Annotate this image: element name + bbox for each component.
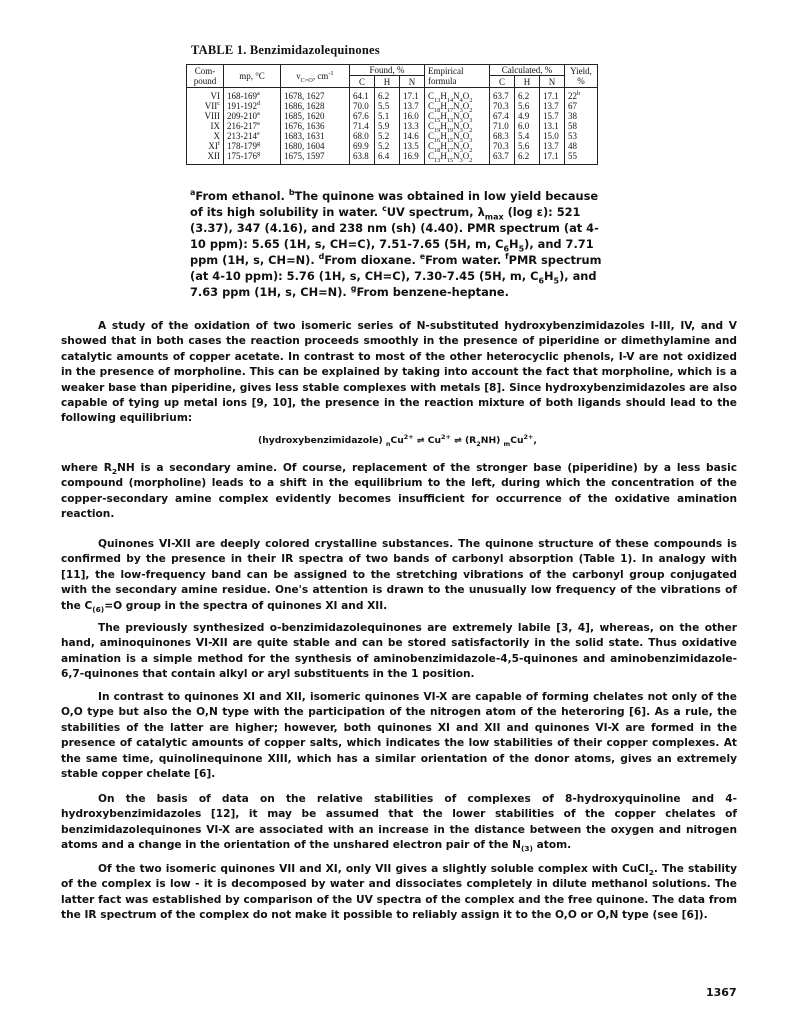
formula-n-h: 13 (446, 116, 454, 124)
paragraph-1: A study of the oxidation of two isomeric series of N-substituted hydroxybenzimidazoles I-III, IV, and V showed that in both cases the reaction proceeds smoothly in the presence of piperidine or dimethylamine and catalytic amounts of copper acetate. In contrast to most of the other heterocyclic phenols, I-V are not oxidized in the presence of morpholine. This can be explained by taking into account the fact that morpholine, which is a weaker base than piperidine, gives less stable complexes with metals [8]. Since hydroxybenzimidazoles are also capable of tying up metal ions [9, 10], the presence in the reaction mixture of both ligands should lead to the following equilibrium: (61, 320, 737, 425)
mp-footnote-mark: g (257, 140, 261, 147)
cell-calc-c (490, 88, 515, 102)
calc-c-value: 68.3 (493, 131, 509, 141)
cell-calc-c (490, 121, 515, 131)
p2-part-a: where R (61, 462, 112, 474)
footnote-f-2: H (544, 269, 554, 283)
cell-mp (224, 88, 281, 102)
formula-n-n: 3 (459, 146, 463, 154)
mp-footnote-mark: g (257, 150, 261, 157)
footnote-c-1: UV spectrum, λ (386, 205, 485, 219)
p7-part-a: Of the two isomeric quinones VII and XI, only VII gives a slightly soluble complex with CuCl (98, 863, 649, 875)
formula-n-n: 3 (459, 106, 463, 114)
yield-footnote-mark: b (577, 90, 581, 97)
header-calc-h: H (515, 76, 540, 88)
compound-label: X (213, 131, 220, 141)
paragraph-7 (61, 862, 737, 924)
cell-nu (281, 141, 350, 151)
formula-el-h: H (440, 101, 447, 111)
footnote-mark-d: d (318, 252, 325, 262)
calc-n-value: 17.1 (543, 91, 559, 101)
formula-el-h: H (440, 141, 447, 151)
cell-nu (281, 101, 350, 111)
yield-value: 48 (568, 141, 577, 151)
p7-part-b: . The stability of the complex is low - it is decomposed by water and dissociates completely in dilute methanol solutions. The latter fact was established by comparison of the UV spectra of the complex and the free quinone. The data from the IR spectrum of the complex do not make it possible to reliably assign it to the O,O or O,N type (see [6]). (61, 863, 737, 922)
footnote-f-sub1: 6 (538, 276, 544, 286)
found-h-value: 6.2 (378, 91, 390, 101)
cell-mp (224, 101, 281, 111)
found-c-value: 63.8 (353, 151, 369, 161)
eq-part-5: NH) (480, 435, 504, 446)
p7-sub: 2 (648, 868, 654, 878)
formula-el-c: C (428, 131, 435, 141)
formula-n-o: 2 (469, 96, 473, 104)
cell-compound (187, 121, 224, 131)
calc-c-value: 71.0 (493, 121, 509, 131)
cell-found-n (400, 121, 425, 131)
p3-part-a: Quinones VI-XII are deeply colored crystalline substances. The quinone structure of these compounds is confirmed by the presence in their IR spectra of two bands of carbonyl absorption (Table 1). In analogy with [11], the low-frequency band can be assigned to the stretching vibrations of the carbonyl group conjugated with the secondary amine residue. One's attention is drawn to the unusually low frequency of the vibrations of the C (61, 538, 737, 612)
formula-el-o: O (462, 111, 470, 121)
footnote-c-3: H (509, 237, 519, 251)
footnote-a: From ethanol. (195, 189, 289, 203)
cell-found-c (350, 141, 375, 151)
header-compound: Com- pound (187, 65, 224, 88)
footnote-mark-b: b (288, 188, 295, 198)
header-found-h: H (375, 76, 400, 88)
formula-el-h: H (440, 91, 447, 101)
formula-n-n: 3 (459, 126, 463, 134)
cell-found-h (375, 121, 400, 131)
cell-calc-h (515, 121, 540, 131)
cell-calc-c (490, 151, 515, 165)
footnote-c-2: (log ε): 521 (3.37), 347 (4.16), and 238 nm (sh) (4.40). PMR spectrum (at 4-10 ppm): 5.65 (1H, s, CH=C), 7.51-7.65 (5H, m, C (190, 205, 599, 251)
cell-yield (565, 88, 598, 102)
eq-part-2: Cu (390, 435, 404, 446)
cell-mp (224, 151, 281, 165)
header-nu-symbol: ν (296, 71, 301, 81)
found-h-value: 5.2 (378, 131, 390, 141)
cell-compound (187, 151, 224, 165)
compound-footnote-mark: f (217, 140, 220, 147)
cell-formula (425, 141, 490, 154)
table-row (187, 131, 598, 141)
eq-2: 2 (476, 439, 481, 448)
footnote-b: The quinone was obtained in low yield because of its high solubility in water. (190, 189, 599, 219)
cell-found-n (400, 151, 425, 165)
cell-calc-n (540, 101, 565, 111)
mp-footnote-mark: a (257, 90, 260, 97)
yield-value: 38 (568, 111, 577, 121)
formula-n-h: 14 (446, 96, 454, 104)
cell-compound (187, 111, 224, 121)
compound-label: XI (208, 141, 218, 151)
footnote-c-sub1: 6 (503, 244, 510, 254)
header-nu-exp: -1 (328, 70, 334, 77)
found-n-value: 14.6 (403, 131, 419, 141)
formula-el-o: O (462, 141, 470, 151)
formula-el-h: H (440, 131, 447, 141)
calc-h-value: 6.2 (518, 91, 530, 101)
calc-c-value: 63.7 (493, 151, 509, 161)
table-row (187, 88, 598, 102)
table-row (187, 141, 598, 151)
mp-value: 168-169 (227, 91, 257, 101)
calc-h-value: 6.0 (518, 121, 530, 131)
table-row (187, 151, 598, 165)
formula-el-o: O (462, 121, 470, 131)
formula-el-n: N (453, 151, 460, 161)
footnote-mark-c: c (382, 204, 387, 214)
formula-el-n: N (453, 101, 460, 111)
mp-footnote-mark: d (257, 100, 261, 107)
page-number: 1367 (706, 986, 737, 999)
calc-c-value: 63.7 (493, 91, 509, 101)
formula-n-o: 2 (469, 156, 473, 164)
formula-el-n: N (453, 121, 460, 131)
formula-n-c: 19 (434, 126, 441, 134)
calc-n-value: 17.1 (543, 151, 559, 161)
calc-n-value: 15.0 (543, 131, 559, 141)
calc-n-value: 13.1 (543, 121, 559, 131)
found-c-value: 64.1 (353, 91, 369, 101)
formula-n-n: 3 (459, 136, 463, 144)
header-nu-sub: C=O (300, 76, 313, 84)
table-row (187, 111, 598, 121)
eq-part-4: ⇌ (R (450, 435, 477, 446)
formula-n-n: 3 (459, 156, 463, 164)
found-h-value: 5.9 (378, 121, 390, 131)
footnote-f-sub2: 5 (553, 276, 560, 286)
formula-el-n: N (453, 91, 460, 101)
footnote-c-4: ), and 7.71 ppm (1H, s, CH=N). (190, 237, 594, 267)
cell-found-c (350, 131, 375, 141)
formula-el-n: N (453, 111, 460, 121)
paragraph-3 (61, 537, 737, 614)
mp-footnote-mark: e (257, 130, 260, 137)
cell-calc-h (515, 131, 540, 141)
formula-el-o: O (462, 101, 470, 111)
cell-nu (281, 121, 350, 131)
found-h-value: 5.5 (378, 101, 390, 111)
eq-part-6: Cu (510, 435, 524, 446)
calc-c-value: 70.3 (493, 141, 509, 151)
cell-calc-h (515, 111, 540, 121)
table-row (187, 101, 598, 111)
p6-part-a: On the basis of data on the relative stabilities of complexes of 8-hydroxyquinoline and 4-hydroxybenzimidazoles [12], it may be assumed that the lower stabilities of the copper chelates of benzimidazolequinones VI-X are associated with an increase in the distance between the oxygen and nitrogen atoms and a change in the orientation of the unshared electron pair of the N (61, 793, 737, 852)
cell-found-h (375, 151, 400, 165)
cell-found-h (375, 131, 400, 141)
cell-found-n (400, 88, 425, 102)
cell-mp (224, 121, 281, 131)
cell-calc-n (540, 141, 565, 151)
eq-charge-2: 2+ (441, 432, 451, 441)
eq-part-1: (hydroxybenzimidazole) (258, 435, 386, 446)
compound-label: XII (207, 151, 220, 161)
cell-found-n (400, 131, 425, 141)
header-nu (281, 65, 350, 88)
cell-calc-n (540, 121, 565, 131)
cell-compound (187, 141, 224, 151)
formula-el-c: C (428, 91, 435, 101)
cell-calc-n (540, 88, 565, 102)
cell-calc-h (515, 141, 540, 151)
eq-n: n (385, 439, 391, 448)
cell-yield (565, 121, 598, 131)
paragraph-2 (61, 461, 737, 523)
calc-h-value: 5.6 (518, 101, 530, 111)
found-h-value: 5.1 (378, 111, 390, 121)
header-found-c: C (350, 76, 375, 88)
cell-calc-n (540, 131, 565, 141)
footnote-mark-f: f (505, 252, 509, 262)
formula-el-o: O (462, 131, 470, 141)
formula-el-c: C (428, 111, 435, 121)
cell-yield (565, 131, 598, 141)
yield-value: 55 (568, 151, 577, 161)
eq-part-3: ⇌ Cu (413, 435, 442, 446)
p6-sub: (3) (521, 844, 533, 854)
equilibrium-equation (258, 432, 537, 448)
cell-found-h (375, 111, 400, 121)
cell-formula (425, 111, 490, 124)
footnote-d: From dioxane. (324, 253, 420, 267)
formula-n-c: 13 (434, 156, 441, 164)
yield-value: 22 (568, 91, 577, 101)
found-c-value: 71.4 (353, 121, 369, 131)
cell-found-h (375, 88, 400, 102)
footnote-e: From water. (425, 253, 506, 267)
cell-calc-c (490, 141, 515, 151)
calc-h-value: 5.6 (518, 141, 530, 151)
formula-n-h: 15 (446, 136, 454, 144)
cell-calc-c (490, 101, 515, 111)
p3-part-b: =O group in the spectra of quinones XI and XII. (104, 599, 388, 612)
paragraph-4: The previously synthesized o-benzimidazolequinones are extremely labile [3, 4], whereas, on the other hand, aminoquinones VI-XII are quite stable and can be stored satisfactorily in the solid state. Thus oxidative amination is a simple method for the synthesis of aminobenzimidazole-4,5-quinones and aminobenzimidazole-6,7-quinones that contain alkyl or aryl substituents in the 1 position. (61, 622, 737, 681)
found-n-value: 13.5 (403, 141, 419, 151)
cell-compound (187, 101, 224, 111)
mp-value: 178-179 (227, 141, 257, 151)
cell-calc-n (540, 111, 565, 121)
header-found: Found, % (350, 65, 425, 76)
calc-n-value: 15.7 (543, 111, 559, 121)
formula-el-c: C (428, 121, 435, 131)
formula-n-c: 15 (434, 116, 441, 124)
mp-value: 216-217 (227, 121, 257, 131)
cell-nu (281, 131, 350, 141)
found-n-value: 13.3 (403, 121, 419, 131)
footnote-f-3: ), and 7.63 ppm (1H, s, CH=N). (190, 269, 597, 299)
eq-charge-1: 2+ (403, 432, 414, 441)
table-row (187, 121, 598, 131)
eq-part-7: , (533, 435, 537, 446)
mp-value: 175-176 (227, 151, 257, 161)
formula-n-c: 16 (434, 136, 441, 144)
p3-sub: (6) (92, 604, 105, 614)
formula-n-h: 17 (446, 106, 454, 114)
yield-value: 58 (568, 121, 577, 131)
footnote-mark-a: a (190, 188, 196, 198)
calc-h-value: 6.2 (518, 151, 530, 161)
cell-found-c (350, 88, 375, 102)
eq-charge-3: 2+ (523, 432, 534, 441)
mp-value: 213-214 (227, 131, 257, 141)
header-calc-n: N (540, 76, 565, 88)
cell-yield (565, 151, 598, 165)
compound-label: VI (210, 91, 220, 101)
cell-calc-h (515, 151, 540, 165)
formula-n-h: 17 (446, 146, 454, 154)
found-n-value: 16.9 (403, 151, 419, 161)
cell-yield (565, 141, 598, 151)
formula-n-h: 15 (446, 156, 454, 164)
header-calc-c: C (490, 76, 515, 88)
cell-found-n (400, 111, 425, 121)
cell-found-h (375, 101, 400, 111)
calc-c-value: 70.3 (493, 101, 509, 111)
formula-el-n: N (453, 131, 460, 141)
compound-label: VIII (204, 111, 220, 121)
cell-mp (224, 131, 281, 141)
cell-nu (281, 151, 350, 165)
footnote-c-sub2: 5 (518, 244, 525, 254)
header-found-n: N (400, 76, 425, 88)
p2-part-b: NH is a secondary amine. Of course, replacement of the stronger base (piperidine) by a less basic compound (morpholine) leads to a shift in the equilibrium to the left, during which the concentration of the copper-secondary amine complex evidently becomes insufficient for occurrence of the oxidative amination reaction. (61, 462, 737, 521)
found-c-value: 69.9 (353, 141, 369, 151)
formula-el-o: O (462, 151, 470, 161)
header-empirical: Empirical formula (425, 65, 490, 88)
calc-n-value: 13.7 (543, 101, 559, 111)
table-footnotes (190, 188, 610, 300)
formula-n-n: 4 (459, 96, 463, 104)
nu-value: 1685, 1620 (284, 111, 325, 121)
cell-mp (224, 141, 281, 151)
found-h-value: 6.4 (378, 151, 390, 161)
eq-m: m (503, 439, 511, 448)
paragraph-6 (61, 792, 737, 854)
calc-h-value: 4.9 (518, 111, 530, 121)
p2-sub: 2 (111, 467, 118, 477)
mp-value: 191-192 (227, 101, 257, 111)
cell-found-c (350, 121, 375, 131)
cell-formula (425, 88, 490, 102)
header-calculated: Calculated, % (490, 65, 565, 76)
cell-compound (187, 88, 224, 102)
footnote-f-1: PMR spectrum (at 4-10 ppm): 5.76 (1H, s, CH=C), 7.30-7.45 (5H, m, C (190, 253, 602, 283)
cell-formula (425, 121, 490, 134)
yield-value: 53 (568, 131, 577, 141)
cell-calc-c (490, 131, 515, 141)
p6-part-b: atom. (532, 839, 572, 852)
formula-n-n: 3 (459, 116, 463, 124)
cell-formula (425, 131, 490, 144)
found-h-value: 5.2 (378, 141, 390, 151)
nu-value: 1683, 1631 (284, 131, 325, 141)
cell-calc-n (540, 151, 565, 165)
formula-n-o: 2 (469, 146, 473, 154)
footnote-mark-e: e (419, 252, 426, 262)
nu-value: 1676, 1636 (284, 121, 325, 131)
cell-calc-c (490, 111, 515, 121)
cell-calc-h (515, 88, 540, 102)
mp-footnote-mark: a (257, 120, 260, 127)
formula-n-c: 13 (434, 96, 441, 104)
mp-value: 209-210 (227, 111, 257, 121)
formula-el-h: H (440, 151, 447, 161)
cell-formula (425, 151, 490, 165)
formula-el-c: C (428, 101, 435, 111)
formula-el-n: N (453, 141, 460, 151)
calc-h-value: 5.4 (518, 131, 530, 141)
formula-el-c: C (428, 151, 435, 161)
paragraph-5: In contrast to quinones XI and XII, isomeric quinones VI-X are capable of forming chelates not only of the O,O type but also the O,N type with the participation of the nitrogen atom of the heteroring [6]. As a rule, the stabilities of the latter are higher; however, both quinones XI and XII and quinones VI-X are formed in the presence of catalytic amounts of copper salts, which indicates the low stabilities of their copper complexes. At the same time, quinolinequinone XIII, which has a similar orientation of the donor atoms, gives an extremely stable copper chelate [6]. (61, 691, 737, 781)
found-c-value: 70.0 (353, 101, 369, 111)
cell-yield (565, 101, 598, 111)
compound-label: VII (204, 101, 218, 111)
footnote-c-max: max (484, 212, 504, 222)
table-caption: TABLE 1. Benzimidazolequinones (191, 43, 380, 57)
formula-el-h: H (440, 121, 447, 131)
cell-found-c (350, 101, 375, 111)
nu-value: 1675, 1597 (284, 151, 325, 161)
formula-n-o: 3 (469, 136, 473, 144)
formula-el-c: C (428, 141, 435, 151)
cell-nu (281, 111, 350, 121)
calc-c-value: 67.4 (493, 111, 509, 121)
cell-formula (425, 101, 490, 114)
formula-n-c: 18 (434, 106, 441, 114)
found-c-value: 68.0 (353, 131, 369, 141)
formula-n-c: 18 (434, 146, 441, 154)
formula-el-o: O (462, 91, 470, 101)
footnote-mark-g: g (350, 284, 357, 294)
found-c-value: 67.6 (353, 111, 369, 121)
yield-value: 67 (568, 101, 577, 111)
found-n-value: 16.0 (403, 111, 419, 121)
mp-footnote-mark: a (257, 110, 260, 117)
compound-label: IX (210, 121, 220, 131)
header-nu-unit: , cm (312, 71, 329, 81)
formula-n-o: 2 (469, 106, 473, 114)
cell-yield (565, 111, 598, 121)
compound-footnote-mark: c (217, 100, 220, 107)
formula-n-h: 19 (446, 126, 454, 134)
footnote-g: From benzene-heptane. (356, 285, 509, 299)
found-n-value: 17.1 (403, 91, 419, 101)
header-mp: mp, °C (224, 65, 281, 88)
calc-n-value: 13.7 (543, 141, 559, 151)
cell-found-c (350, 151, 375, 165)
benzimidazolequinones-table (186, 64, 598, 165)
found-n-value: 13.7 (403, 101, 419, 111)
formula-n-o: 2 (469, 126, 473, 134)
cell-found-h (375, 141, 400, 151)
formula-n-o: 3 (469, 116, 473, 124)
cell-found-n (400, 141, 425, 151)
nu-value: 1686, 1628 (284, 101, 325, 111)
cell-found-n (400, 101, 425, 111)
cell-mp (224, 111, 281, 121)
formula-el-h: H (440, 111, 447, 121)
cell-found-c (350, 111, 375, 121)
cell-nu (281, 88, 350, 102)
nu-value: 1680, 1604 (284, 141, 325, 151)
cell-calc-h (515, 101, 540, 111)
nu-value: 1678, 1627 (284, 91, 325, 101)
header-yield: Yield, % (565, 65, 598, 88)
